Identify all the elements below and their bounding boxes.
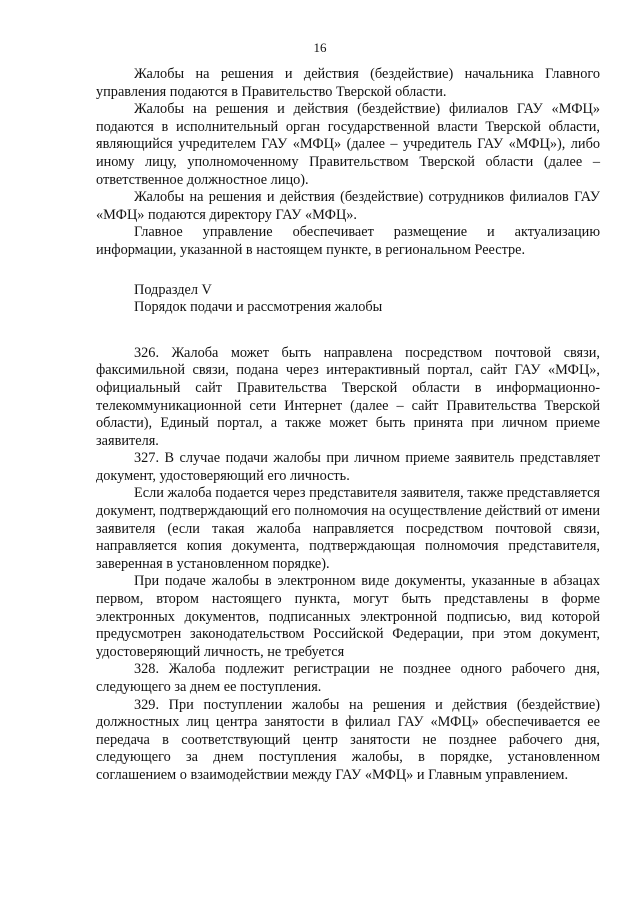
paragraph-complaints-branches: Жалобы на решения и действия (бездействие) филиалов ГАУ «МФЦ» подаются в исполнительный орган государственной власти Тверской области, являющийся учредителем ГАУ «МФЦ» (далее – учредитель ГАУ «МФЦ»), либо иному лицу, уполномоченному Правительством Тверской области (далее – ответственное должностное лицо). [96,101,600,188]
paragraph-328: 328. Жалоба подлежит регистрации не позднее одного рабочего дня, следующего за днем ее поступления. [96,661,600,695]
paragraph-registry: Главное управление обеспечивает размещение и актуализацию информации, указанной в настоящем пункте, в региональном Реестре. [96,224,600,258]
paragraph-327: 327. В случае подачи жалобы при личном приеме заявитель представляет документ, удостоверяющий его личность. [96,450,600,484]
paragraph-329: 329. При поступлении жалобы на решения и действия (бездействие) должностных лиц центра занятости в филиал ГАУ «МФЦ» обеспечивается ее передача в соответствующий центр занятости не позднее рабочего дня, следующего за днем поступления жалобы, в порядке, установленном соглашением о взаимодействии между ГАУ «МФЦ» и Главным управлением. [96,696,600,783]
subsection-number: Подраздел V [134,281,212,298]
subsection-title: Порядок подачи и рассмотрения жалобы [134,299,383,316]
page-number: 16 [313,40,327,55]
paragraph-complaints-staff: Жалобы на решения и действия (бездействие) сотрудников филиалов ГАУ «МФЦ» подаются директору ГАУ «МФЦ». [96,189,600,223]
paragraph-representative: Если жалоба подается через представителя заявителя, также представляется документ, подтверждающий его полномочия на осуществление действий от имени заявителя (если такая жалоба направляется посредством почтовой связи, направляется копия документа, подтверждающая полномочия представителя, заверенная в установленном порядке). [96,485,600,572]
paragraph-326: 326. Жалоба может быть направлена посредством почтовой связи, факсимильной связи, подана через интерактивный портал, сайт ГАУ «МФЦ», официальный сайт Правительства Тверской области в информационно-телекоммуникационной сети Интернет (далее – сайт Правительства Тверской области), Единый портал, а также может быть принята при личном приеме заявителя. [96,344,600,449]
paragraph-complaints-head: Жалобы на решения и действия (бездействие) начальника Главного управления подаются в Правительство Тверской области. [96,66,600,100]
paragraph-electronic: При подаче жалобы в электронном виде документы, указанные в абзацах первом, втором настоящего пункта, могут быть представлены в форме электронных документов, подписанных электронной подписью, вид которой предусмотрен законодательством Российской Федерации, при этом документ, удостоверяющий личность, не требуется [96,573,600,660]
document-body [96,66,600,785]
